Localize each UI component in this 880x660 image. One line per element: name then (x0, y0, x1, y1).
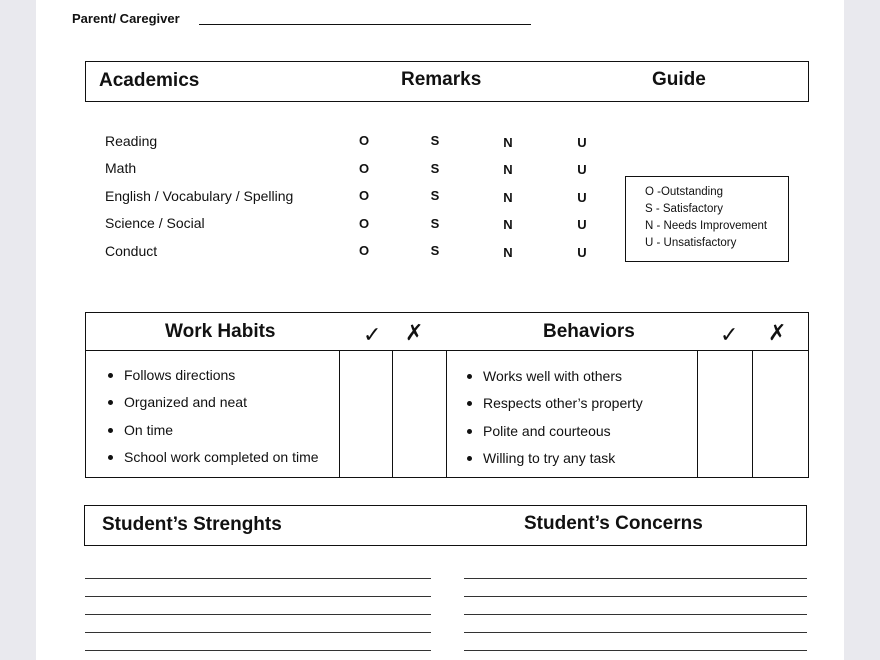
behavior-item: Willing to try any task (483, 450, 616, 466)
column-divider (339, 350, 340, 477)
subject-label: Reading (105, 133, 158, 149)
behaviors-title: Behaviors (543, 321, 635, 342)
bullet-icon (467, 456, 472, 461)
grade-option-n[interactable]: N (503, 190, 513, 205)
guide-entry: U - Unsatisfactory (645, 237, 737, 249)
bullet-icon (108, 400, 113, 405)
subject-label: Conduct (105, 243, 158, 259)
cross-icon: ✗ (768, 320, 787, 345)
bullet-icon (467, 429, 472, 434)
subject-label: Math (105, 160, 137, 176)
parent-caregiver-label: Parent/ Caregiver (72, 11, 180, 26)
work-habit-item: School work completed on time (124, 449, 319, 465)
grade-option-u[interactable]: U (577, 245, 587, 260)
column-divider (752, 350, 753, 477)
grade-option-o[interactable]: O (358, 216, 370, 231)
grade-option-o[interactable]: O (358, 243, 370, 258)
grade-option-s[interactable]: S (430, 161, 440, 176)
grade-option-n[interactable]: N (503, 245, 513, 260)
grade-option-u[interactable]: U (577, 135, 587, 150)
check-icon: ✓ (720, 322, 739, 347)
column-divider (446, 350, 447, 477)
strengths-writing-line[interactable] (85, 650, 431, 651)
subject-label: English / Vocabulary / Spelling (105, 188, 294, 204)
concerns-writing-line[interactable] (464, 578, 807, 579)
parent-signature-line[interactable] (199, 24, 531, 25)
grade-option-n[interactable]: N (503, 162, 513, 177)
grade-option-n[interactable]: N (503, 135, 513, 150)
grade-option-o[interactable]: O (358, 161, 370, 176)
strengths-writing-line[interactable] (85, 614, 431, 615)
academics-title: Academics (99, 70, 200, 91)
strengths-title: Student’s Strenghts (102, 514, 282, 535)
bullet-icon (467, 374, 472, 379)
concerns-writing-line[interactable] (464, 632, 807, 633)
behavior-item: Works well with others (483, 368, 623, 384)
strengths-writing-line[interactable] (85, 578, 431, 579)
bullet-icon (108, 455, 113, 460)
concerns-writing-line[interactable] (464, 614, 807, 615)
remarks-title: Remarks (401, 69, 482, 90)
bullet-icon (108, 428, 113, 433)
cross-icon: ✗ (405, 320, 424, 345)
grade-option-s[interactable]: S (430, 188, 440, 203)
concerns-title: Student’s Concerns (524, 513, 703, 534)
grade-option-u[interactable]: U (577, 190, 587, 205)
work-habit-item: On time (124, 422, 174, 438)
bullet-icon (467, 401, 472, 406)
column-divider (697, 350, 698, 477)
strengths-writing-line[interactable] (85, 596, 431, 597)
guide-title: Guide (652, 69, 706, 90)
column-divider (392, 350, 393, 477)
behavior-item: Respects other’s property (483, 395, 643, 411)
work-habits-title: Work Habits (165, 321, 276, 342)
check-icon: ✓ (363, 322, 382, 347)
subject-label: Science / Social (105, 215, 205, 231)
grade-option-s[interactable]: S (430, 133, 440, 148)
strengths-writing-line[interactable] (85, 632, 431, 633)
guide-entry: O -Outstanding (645, 186, 723, 198)
work-habit-item: Follows directions (124, 367, 236, 383)
concerns-writing-line[interactable] (464, 650, 807, 651)
grade-option-u[interactable]: U (577, 217, 587, 232)
grade-option-n[interactable]: N (503, 217, 513, 232)
grade-option-u[interactable]: U (577, 162, 587, 177)
guide-entry: S - Satisfactory (645, 203, 723, 215)
guide-entry: N - Needs Improvement (645, 220, 768, 232)
behavior-item: Polite and courteous (483, 423, 611, 439)
grade-option-o[interactable]: O (358, 188, 370, 203)
work-habit-item: Organized and neat (124, 394, 247, 410)
grade-option-s[interactable]: S (430, 216, 440, 231)
grade-option-o[interactable]: O (358, 133, 370, 148)
bullet-icon (108, 373, 113, 378)
grade-option-s[interactable]: S (430, 243, 440, 258)
concerns-writing-line[interactable] (464, 596, 807, 597)
table-header-divider (85, 350, 809, 351)
